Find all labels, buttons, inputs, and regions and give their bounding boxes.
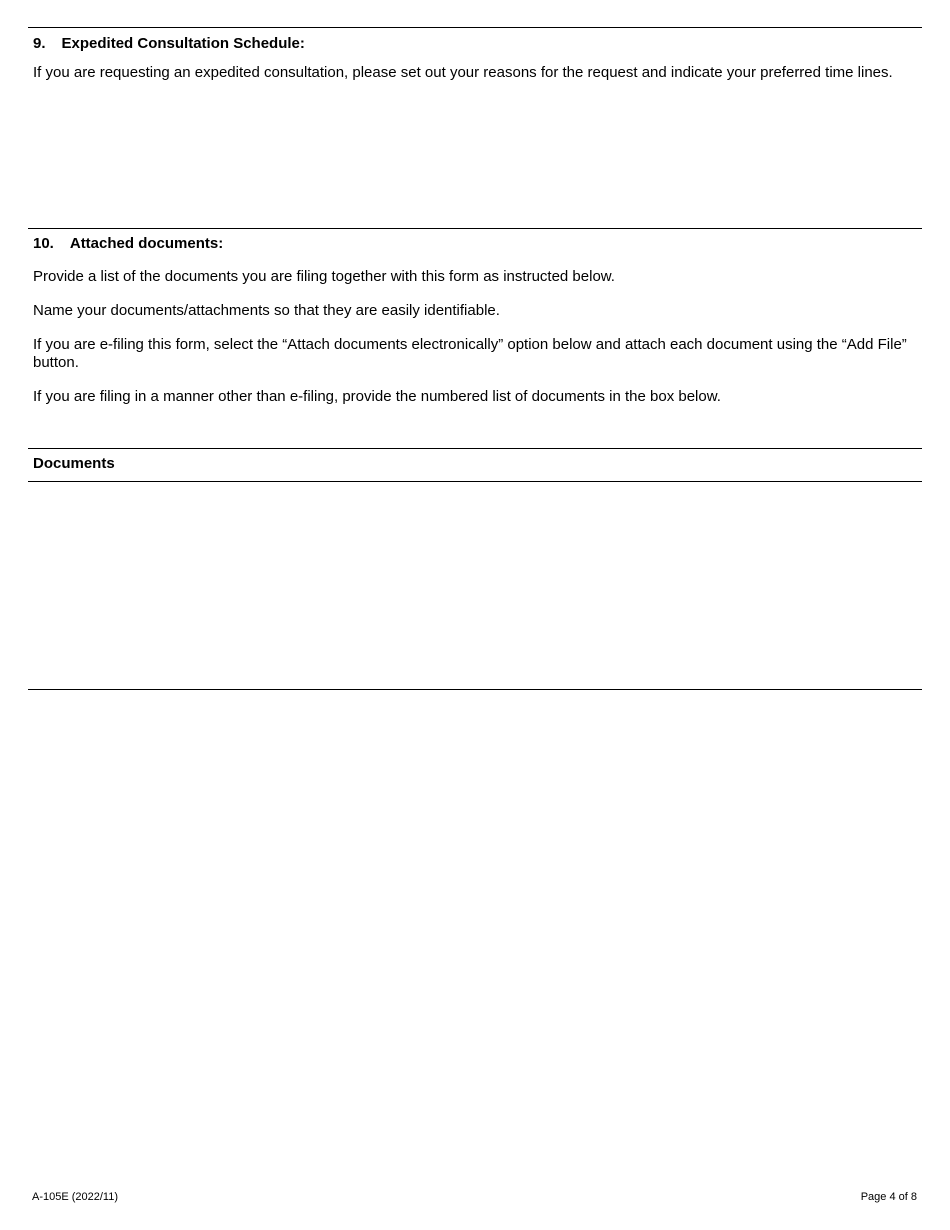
documents-top-rule — [28, 448, 922, 449]
section-10-paragraph-1: Provide a list of the documents you are filing together with this form as instructed below. — [33, 268, 615, 285]
section-10-paragraph-2: Name your documents/attachments so that they are easily identifiable. — [33, 302, 500, 319]
section-9-instructions: If you are requesting an expedited consultation, please set out your reasons for the request and indicate your preferred time lines. — [33, 64, 893, 81]
section-9-number: 9. — [33, 35, 46, 52]
expedited-reasons-field[interactable] — [28, 102, 922, 226]
page-number: Page 4 of 8 — [860, 1191, 917, 1203]
section-10-heading — [33, 235, 223, 253]
section-9-heading — [33, 35, 305, 53]
documents-header-rule — [28, 481, 922, 482]
documents-list-field[interactable] — [28, 483, 922, 687]
section-10-paragraph-3: If you are e-filing this form, select the “Attach documents electronically” option below and attach each document using the “Add File” button. — [33, 336, 907, 371]
documents-bottom-rule — [28, 689, 922, 690]
section-9-title: Expedited Consultation Schedule: — [61, 35, 305, 52]
section-10-title: Attached documents: — [69, 235, 224, 252]
section-10-top-rule — [28, 228, 922, 229]
section-10-number: 10. — [33, 235, 54, 252]
documents-label: Documents — [33, 455, 115, 472]
section-9-top-rule — [28, 27, 922, 28]
section-10-paragraph-4: If you are filing in a manner other than e-filing, provide the numbered list of documents in the box below. — [33, 388, 721, 405]
form-code: A-105E (2022/11) — [32, 1191, 119, 1203]
